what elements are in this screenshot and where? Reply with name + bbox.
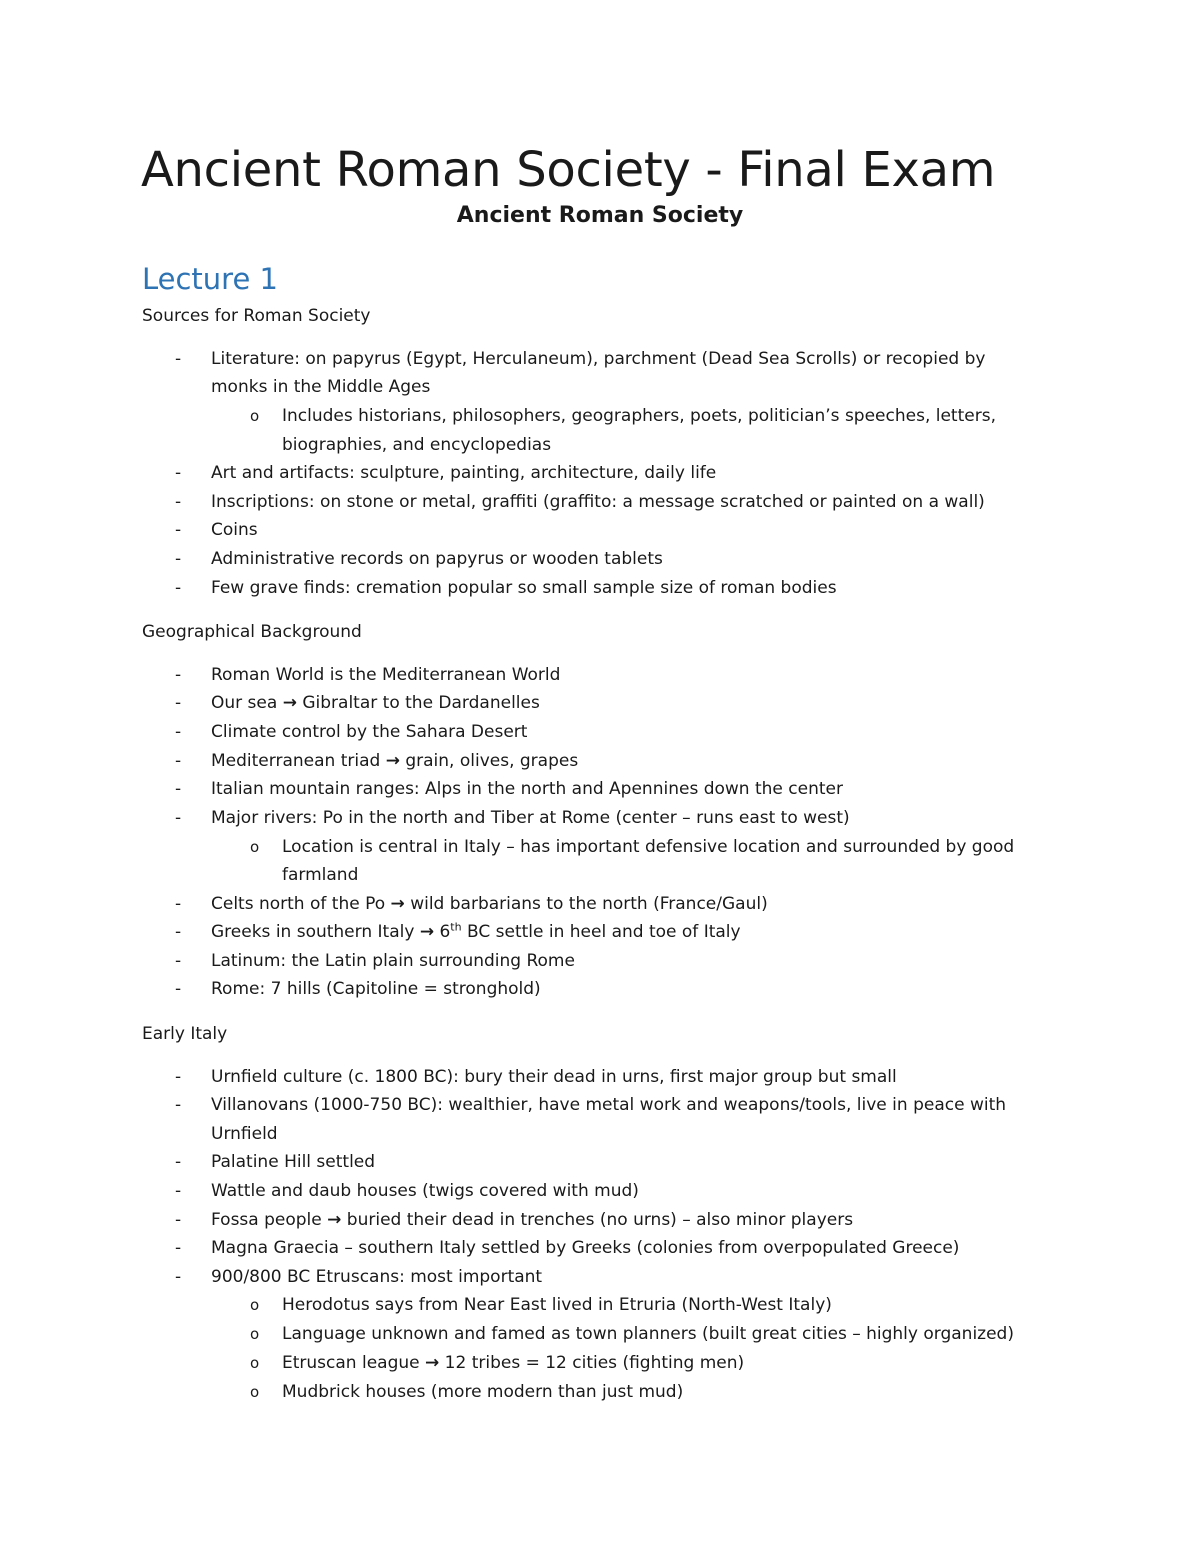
sub-list-item: o Language unknown and famed as town planners (built great cities – highly organized) bbox=[282, 1320, 1014, 1349]
list-item: - Few grave finds: cremation popular so small sample size of roman bodies bbox=[211, 574, 837, 603]
dash-bullet: - bbox=[175, 549, 182, 569]
right-arrow-icon: → bbox=[327, 1210, 342, 1230]
list-item: - Magna Graecia – southern Italy settled by Greeks (colonies from overpopulated Greece) bbox=[211, 1234, 959, 1263]
dash-bullet: - bbox=[175, 349, 182, 369]
dash-bullet: - bbox=[175, 751, 182, 771]
dash-bullet: - bbox=[175, 1181, 182, 1201]
list-item: - Major rivers: Po in the north and Tiber at Rome (center – runs east to west) bbox=[211, 804, 850, 833]
right-arrow-icon: → bbox=[419, 922, 435, 942]
list-item: - Urnfield culture (c. 1800 BC): bury their dead in urns, first major group but small bbox=[211, 1063, 897, 1092]
dash-bullet: - bbox=[175, 1067, 182, 1087]
sub-list-item: o Etruscan league → 12 tribes = 12 cities (fighting men) bbox=[282, 1349, 744, 1378]
circle-bullet: o bbox=[250, 1354, 260, 1372]
circle-bullet: o bbox=[250, 407, 260, 425]
dash-bullet: - bbox=[175, 722, 182, 742]
circle-bullet: o bbox=[250, 838, 260, 856]
section-title-early-italy: Early Italy bbox=[142, 1024, 228, 1044]
list-item-continuation: monks in the Middle Ages bbox=[211, 377, 431, 397]
list-item: - Our sea → Gibraltar to the Dardanelles bbox=[211, 689, 540, 718]
dash-bullet: - bbox=[175, 492, 182, 512]
right-arrow-icon: → bbox=[425, 1353, 440, 1373]
dash-bullet: - bbox=[175, 1152, 182, 1172]
list-item: - Roman World is the Mediterranean World bbox=[211, 661, 560, 690]
list-item: - Greeks in southern Italy → 6th BC settle in heel and toe of Italy bbox=[211, 918, 741, 947]
list-item: - Palatine Hill settled bbox=[211, 1148, 375, 1177]
dash-bullet: - bbox=[175, 520, 182, 540]
dash-bullet: - bbox=[175, 779, 182, 799]
list-item-continuation: Urnfield bbox=[211, 1124, 278, 1144]
list-item: - Wattle and daub houses (twigs covered with mud) bbox=[211, 1177, 639, 1206]
sub-list-item-continuation: farmland bbox=[282, 865, 359, 885]
list-item: - Coins bbox=[211, 516, 258, 545]
right-arrow-icon: → bbox=[390, 894, 405, 914]
list-item: - Latinum: the Latin plain surrounding Rome bbox=[211, 947, 575, 976]
section-title-geography: Geographical Background bbox=[142, 622, 362, 642]
sub-list-item: o Location is central in Italy – has important defensive location and surrounded by good bbox=[282, 833, 1014, 862]
list-item: - Literature: on papyrus (Egypt, Herculaneum), parchment (Dead Sea Scrolls) or recopied by bbox=[211, 345, 985, 374]
list-item: - Fossa people → buried their dead in trenches (no urns) – also minor players bbox=[211, 1206, 853, 1235]
dash-bullet: - bbox=[175, 894, 182, 914]
dash-bullet: - bbox=[175, 463, 182, 483]
list-item: - Administrative records on papyrus or wooden tablets bbox=[211, 545, 663, 574]
list-item: - Villanovans (1000-750 BC): wealthier, have metal work and weapons/tools, live in peace with bbox=[211, 1091, 1006, 1120]
circle-bullet: o bbox=[250, 1296, 260, 1314]
list-item: - Celts north of the Po → wild barbarians to the north (France/Gaul) bbox=[211, 890, 768, 919]
list-item: - Inscriptions: on stone or metal, graffiti (graffito: a message scratched or painted on a wall) bbox=[211, 488, 985, 517]
list-item: - 900/800 BC Etruscans: most important bbox=[211, 1263, 542, 1292]
dash-bullet: - bbox=[175, 1238, 182, 1258]
lecture-heading: Lecture 1 bbox=[142, 262, 278, 296]
dash-bullet: - bbox=[175, 665, 182, 685]
circle-bullet: o bbox=[250, 1383, 260, 1401]
document-title: Ancient Roman Society - Final Exam bbox=[141, 142, 996, 198]
dash-bullet: - bbox=[175, 922, 182, 942]
sub-list-item: o Includes historians, philosophers, geographers, poets, politician’s speeches, letters, bbox=[282, 402, 996, 431]
dash-bullet: - bbox=[175, 979, 182, 999]
right-arrow-icon: → bbox=[282, 693, 297, 713]
dash-bullet: - bbox=[175, 808, 182, 828]
dash-bullet: - bbox=[175, 693, 182, 713]
list-item: - Italian mountain ranges: Alps in the north and Apennines down the center bbox=[211, 775, 843, 804]
dash-bullet: - bbox=[175, 1210, 182, 1230]
document-subtitle: Ancient Roman Society bbox=[456, 203, 744, 228]
sub-list-item-continuation: biographies, and encyclopedias bbox=[282, 435, 552, 455]
section-title-sources: Sources for Roman Society bbox=[142, 306, 371, 326]
list-item: - Mediterranean triad → grain, olives, grapes bbox=[211, 747, 578, 776]
list-item: - Rome: 7 hills (Capitoline = stronghold) bbox=[211, 975, 541, 1004]
dash-bullet: - bbox=[175, 578, 182, 598]
sub-list-item: o Mudbrick houses (more modern than just mud) bbox=[282, 1378, 683, 1407]
dash-bullet: - bbox=[175, 1267, 182, 1287]
list-item: - Art and artifacts: sculpture, painting, architecture, daily life bbox=[211, 459, 716, 488]
circle-bullet: o bbox=[250, 1325, 260, 1343]
list-item: - Climate control by the Sahara Desert bbox=[211, 718, 527, 747]
right-arrow-icon: → bbox=[385, 751, 400, 771]
dash-bullet: - bbox=[175, 1095, 182, 1115]
dash-bullet: - bbox=[175, 951, 182, 971]
sub-list-item: o Herodotus says from Near East lived in Etruria (North-West Italy) bbox=[282, 1291, 832, 1320]
